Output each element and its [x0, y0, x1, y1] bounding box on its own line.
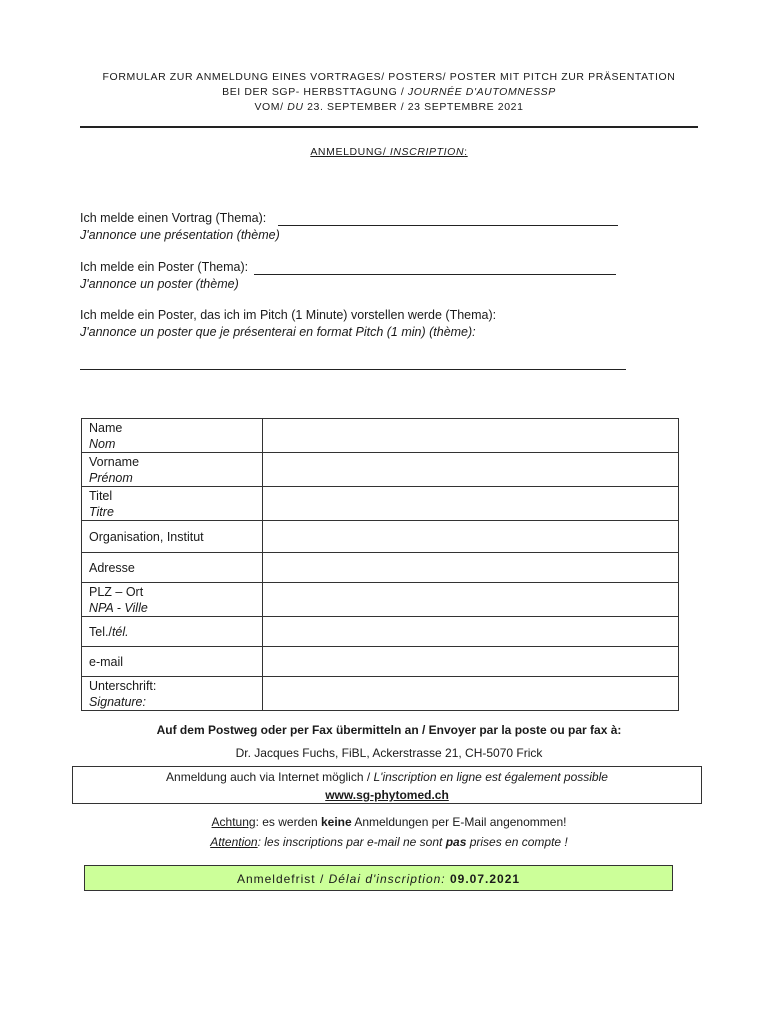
online-de: Anmeldung auch via Internet möglich /: [166, 770, 374, 784]
deadline-date: 09.07.2021: [449, 872, 521, 886]
label-fr: Prénom: [89, 470, 133, 485]
label-de: Adresse: [89, 560, 135, 575]
table-row: [82, 553, 679, 583]
subtitle-fr: JOURNÉE D'AUTOMNESSP: [407, 86, 556, 98]
table-row: [82, 617, 679, 647]
name-input[interactable]: [263, 419, 679, 453]
plz-ort-input[interactable]: [263, 583, 679, 617]
attention-text-a: : les inscriptions par e-mail ne sont: [257, 835, 446, 849]
pitch-theme-input[interactable]: [80, 369, 626, 370]
deadline-box: [84, 865, 673, 891]
subtitle-de: BEI DER SGP- HERBSTTAGUNG /: [222, 86, 408, 98]
date-prefix-de: VOM/: [254, 101, 288, 113]
vortrag-label: Ich melde einen Vortrag (Thema):: [80, 211, 267, 225]
poster-theme-input[interactable]: [254, 274, 616, 275]
pitch-label-fr: J'annonce un poster que je présenterai en format Pitch (1 min) (thème):: [80, 325, 476, 339]
section-title-colon: :: [464, 146, 468, 158]
online-fr: L'inscription en ligne est également possible: [373, 770, 608, 784]
label-fr: NPA - Ville: [89, 600, 148, 615]
organisation-input[interactable]: [263, 521, 679, 553]
vortrag-theme-input[interactable]: [278, 225, 618, 226]
table-row: [82, 583, 679, 617]
online-registration-box: [72, 766, 702, 804]
table-row: [82, 647, 679, 677]
label-fr: Nom: [89, 436, 116, 451]
achtung-label: Achtung: [211, 815, 256, 829]
website-link[interactable]: www.sg-phytomed.ch: [325, 788, 449, 802]
label-de: Vorname: [89, 454, 140, 469]
date-text: 23. SEPTEMBER / 23 SEPTEMBRE 2021: [303, 101, 524, 113]
plz-ort-label: [82, 583, 263, 617]
poster-label-fr: J'annonce un poster (thème): [80, 277, 239, 291]
titel-input[interactable]: [263, 487, 679, 521]
poster-label: Ich melde ein Poster (Thema):: [80, 260, 249, 274]
table-row: [82, 487, 679, 521]
signature-label: [82, 677, 263, 711]
table-row: [82, 521, 679, 553]
achtung-bold: keine: [320, 815, 352, 829]
date-prefix-fr: DU: [287, 101, 304, 113]
deadline-de: Anmeldefrist /: [236, 872, 329, 886]
tel-label: [82, 617, 263, 647]
send-instruction: Auf dem Postweg oder per Fax übermitteln an / Envoyer par la poste ou par fax à:: [156, 723, 622, 737]
postal-address: Dr. Jacques Fuchs, FiBL, Ackerstrasse 21, CH-5070 Frick: [235, 746, 543, 760]
vorname-label: [82, 453, 263, 487]
tel-input[interactable]: [263, 617, 679, 647]
achtung-text-a: : es werden: [255, 815, 321, 829]
label-de: Name: [89, 420, 123, 435]
vortrag-label-fr: J'annonce une présentation (thème): [80, 228, 280, 242]
attention-note: [80, 835, 698, 849]
adresse-label: [82, 553, 263, 583]
pitch-label: Ich melde ein Poster, das ich im Pitch (1 Minute) vorstellen werde (Thema):: [80, 308, 497, 322]
achtung-note: [80, 815, 698, 829]
form-date: [80, 100, 698, 115]
table-row: [82, 453, 679, 487]
label-fr: Titre: [89, 504, 114, 519]
label-de: e-mail: [89, 654, 124, 669]
email-label: [82, 647, 263, 677]
section-title-de: ANMELDUNG/: [310, 146, 390, 158]
vorname-input[interactable]: [263, 453, 679, 487]
attention-bold: pas: [445, 835, 467, 849]
section-title-fr: INSCRIPTION: [389, 146, 465, 158]
signature-input[interactable]: [263, 677, 679, 711]
table-row: [82, 677, 679, 711]
registration-table: [81, 418, 679, 711]
deadline-fr: Délai d'inscription:: [328, 872, 450, 886]
titel-label: [82, 487, 263, 521]
label-de: Organisation, Institut: [89, 529, 204, 544]
label-de: PLZ – Ort: [89, 584, 144, 599]
label-de: Titel: [89, 488, 113, 503]
table-row: [82, 419, 679, 453]
organisation-label: [82, 521, 263, 553]
online-registration-text: [73, 768, 701, 786]
adresse-input[interactable]: [263, 553, 679, 583]
achtung-text-b: Anmeldungen per E-Mail angenommen!: [351, 815, 567, 829]
label-fr: Signature:: [89, 694, 146, 709]
form-subtitle: [80, 85, 698, 100]
section-title: [80, 146, 698, 158]
name-label: [82, 419, 263, 453]
attention-label: Attention: [210, 835, 258, 849]
header-divider: [80, 126, 698, 128]
label-de: Tel./: [89, 624, 112, 639]
label-fr: tél.: [111, 624, 129, 639]
email-input[interactable]: [263, 647, 679, 677]
form-title: FORMULAR ZUR ANMELDUNG EINES VORTRAGES/ POSTERS/ POSTER MIT PITCH ZUR PRÄSENTATION: [102, 71, 676, 83]
attention-text-b: prises en compte !: [466, 835, 568, 849]
label-de: Unterschrift:: [89, 678, 157, 693]
